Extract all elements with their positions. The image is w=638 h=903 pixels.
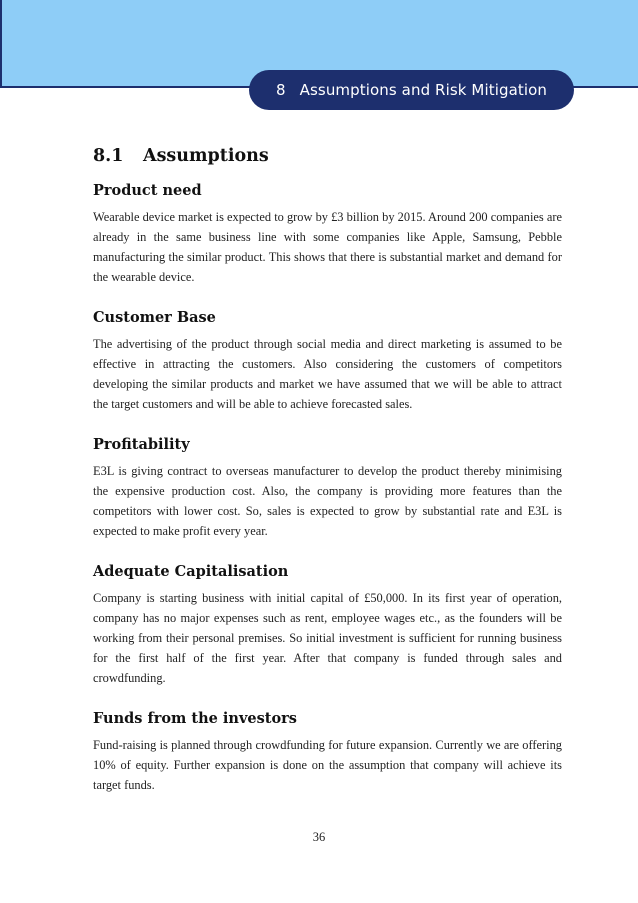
subsection-title-funds-from-investors: Funds from the investors xyxy=(93,710,297,727)
subsection-title-profitability: Profitability xyxy=(93,436,190,453)
paragraph-adequate-capitalisation: Company is starting business with initial capital of £50,000. In its first year of operation, company has no major expenses such as rent, employee wages etc., as the founders will be working from their personal premises. So initial investment is sufficient for running business for the first half of the first year. After that company is funded through sales and crowdfunding. xyxy=(93,591,562,685)
paragraph-product-need: Wearable device market is expected to grow by £3 billion by 2015. Around 200 companies are already in the same business line with some companies like Apple, Samsung, Pebble manufacturing the similar product. This shows that there is substantial market and demand for the wearable device. xyxy=(93,210,562,284)
section-title-text: Assumptions xyxy=(143,146,269,166)
paragraph-funds-from-investors: Fund-raising is planned through crowdfunding for future expansion. Currently we are offering 10% of equity. Further expansion is done on the assumption that company will achieve its target funds. xyxy=(93,738,562,792)
page-number: 36 xyxy=(312,830,326,844)
subsection-title-adequate-capitalisation: Adequate Capitalisation xyxy=(93,563,289,580)
page-content xyxy=(93,146,562,817)
section-number: 8.1 xyxy=(93,146,124,166)
subsection-title-product-need: Product need xyxy=(93,182,202,199)
chapter-heading xyxy=(249,70,574,110)
paragraph-customer-base: The advertising of the product through social media and direct marketing is assumed to be effective in attracting the customers. Also considering the customers of competitors developing the similar products and market we have assumed that we will be able to attract the target customers and will be able to achieve forecasted sales. xyxy=(93,337,562,411)
subsection-title-customer-base: Customer Base xyxy=(93,309,216,326)
paragraph-profitability: E3L is giving contract to overseas manufacturer to develop the product thereby minimising the expensive production cost. Also, the company is providing more features than the competitors with lower cost. So, sales is expected to grow by substantial rate and E3L is expected to make profit every year. xyxy=(93,464,562,538)
section-title xyxy=(93,146,562,166)
chapter-title: Assumptions and Risk Mitigation xyxy=(299,81,548,99)
chapter-number: 8 xyxy=(275,81,286,99)
